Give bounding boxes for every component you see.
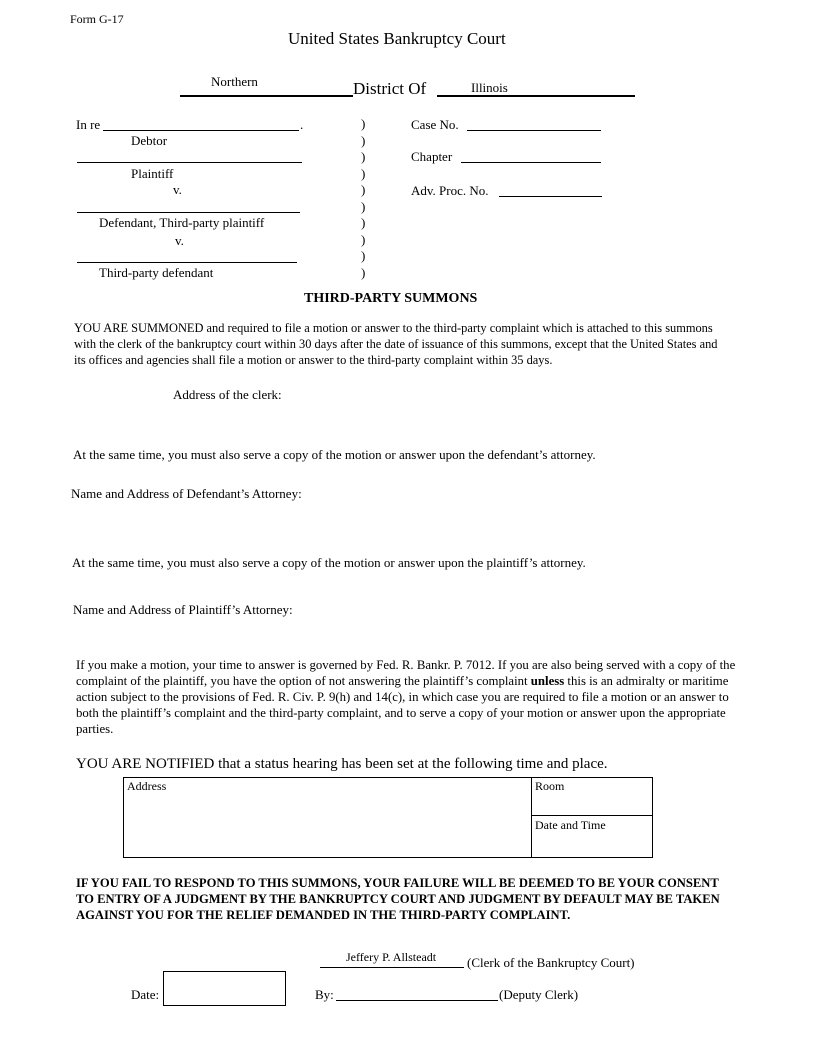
caption-paren: ) xyxy=(361,166,366,181)
notified-text: YOU ARE NOTIFIED that a status hearing has been set at the following time and place. xyxy=(76,756,608,772)
clerk-name: Jeffery P. Allsteadt xyxy=(346,950,437,964)
in-re-period: . xyxy=(300,117,304,132)
clerk-title: (Clerk of the Bankruptcy Court) xyxy=(467,955,635,970)
motion-text-unless: unless xyxy=(530,674,565,688)
caption-paren: ) xyxy=(361,116,366,131)
defendant-line[interactable] xyxy=(77,212,300,213)
adv-proc-no-field[interactable] xyxy=(499,196,602,197)
caption-paren: ) xyxy=(361,199,366,214)
caption-paren: ) xyxy=(361,232,366,247)
deputy-title: (Deputy Clerk) xyxy=(499,987,579,1002)
chapter-label: Chapter xyxy=(411,149,453,164)
hearing-table-divider xyxy=(531,777,532,858)
adv-proc-no-label: Adv. Proc. No. xyxy=(411,183,489,198)
summons-title: THIRD-PARTY SUMMONS xyxy=(304,291,478,306)
clerk-signature-line xyxy=(320,967,464,968)
case-no-field[interactable] xyxy=(467,130,601,131)
third-party-defendant-line[interactable] xyxy=(77,262,297,263)
serve-defendant-paragraph: At the same time, you must also serve a copy of the motion or answer upon the defendant’s attorney. xyxy=(73,447,596,462)
deputy-signature-line[interactable] xyxy=(336,1000,498,1001)
address-of-clerk-label: Address of the clerk: xyxy=(173,387,282,402)
defendant-label: Defendant, Third-party plaintiff xyxy=(99,215,265,230)
date-label: Date: xyxy=(131,987,160,1002)
third-party-defendant-label: Third-party defendant xyxy=(99,265,214,280)
caption-paren: ) xyxy=(361,248,366,263)
summoned-paragraph: YOU ARE SUMMONED and required to file a motion or answer to the third-party complaint which is attached to this summons with the clerk of the bankruptcy court within 30 days after the date of issuance of this summons, except that the United States and its offices and agencies shall file a motion or answer to the third-party complaint within 35 days. xyxy=(74,321,718,367)
caption-paren: ) xyxy=(361,133,366,148)
district-state-line xyxy=(437,95,635,97)
district-label: District Of xyxy=(353,79,427,98)
defendant-attorney-label: Name and Address of Defendant’s Attorney: xyxy=(71,486,302,501)
serve-plaintiff-paragraph: At the same time, you must also serve a copy of the motion or answer upon the plaintiff’s attorney. xyxy=(72,555,586,570)
hearing-room-field[interactable]: Room xyxy=(535,779,565,793)
caption-paren: ) xyxy=(361,215,366,230)
motion-text-end: this is an admiralty or maritime action subject to the provisions of Fed. R. Civ. P. 9(h) and 14(c), in which case you are required to file a motion or an answer to both the plaintiff’s complaint and the third-party complaint, and to serve a copy of your motion or answer upon the appropriate parties. xyxy=(76,674,729,736)
caption-paren: ) xyxy=(361,182,366,197)
date-field[interactable] xyxy=(163,971,286,1006)
district-region-line xyxy=(180,95,353,97)
district-state-value[interactable]: Illinois xyxy=(471,80,508,95)
caption-paren: ) xyxy=(361,265,366,280)
plaintiff-line[interactable] xyxy=(77,162,302,163)
case-no-label: Case No. xyxy=(411,117,459,132)
debtor-label: Debtor xyxy=(131,133,168,148)
failure-warning: IF YOU FAIL TO RESPOND TO THIS SUMMONS, YOUR FAILURE WILL BE DEEMED TO BE YOUR CONSENT TO ENTRY OF A JUDGMENT BY THE BANKRUPTCY COURT AND JUDGMENT BY DEFAULT MAY BE TAKEN AGAINST YOU FOR THE RELIEF DEMANDED IN THE THIRD-PARTY COMPLAINT. xyxy=(76,876,720,922)
chapter-field[interactable] xyxy=(461,162,601,163)
motion-paragraph xyxy=(76,657,748,737)
caption-paren: ) xyxy=(361,149,366,164)
by-label: By: xyxy=(315,987,334,1002)
versus-label: v. xyxy=(175,233,184,248)
plaintiff-attorney-label: Name and Address of Plaintiff’s Attorney: xyxy=(73,602,293,617)
in-re-line[interactable] xyxy=(103,130,299,131)
form-id: Form G-17 xyxy=(70,12,124,26)
hearing-date-time-field[interactable]: Date and Time xyxy=(535,818,606,832)
hearing-address-field[interactable]: Address xyxy=(127,779,167,793)
motion-text-start: If you make a motion, your time to answer is governed by Fed. R. Bankr. P. 7012. If you are also being served with a copy of the complaint of the plaintiff, you have the option of not answering the plaintiff’s complaint xyxy=(76,658,736,688)
plaintiff-label: Plaintiff xyxy=(131,166,174,181)
hearing-table-row-divider xyxy=(531,815,653,816)
versus-label: v. xyxy=(173,182,182,197)
court-title: United States Bankruptcy Court xyxy=(288,29,506,48)
district-region-value[interactable]: Northern xyxy=(211,74,258,89)
in-re-label: In re xyxy=(76,117,101,132)
